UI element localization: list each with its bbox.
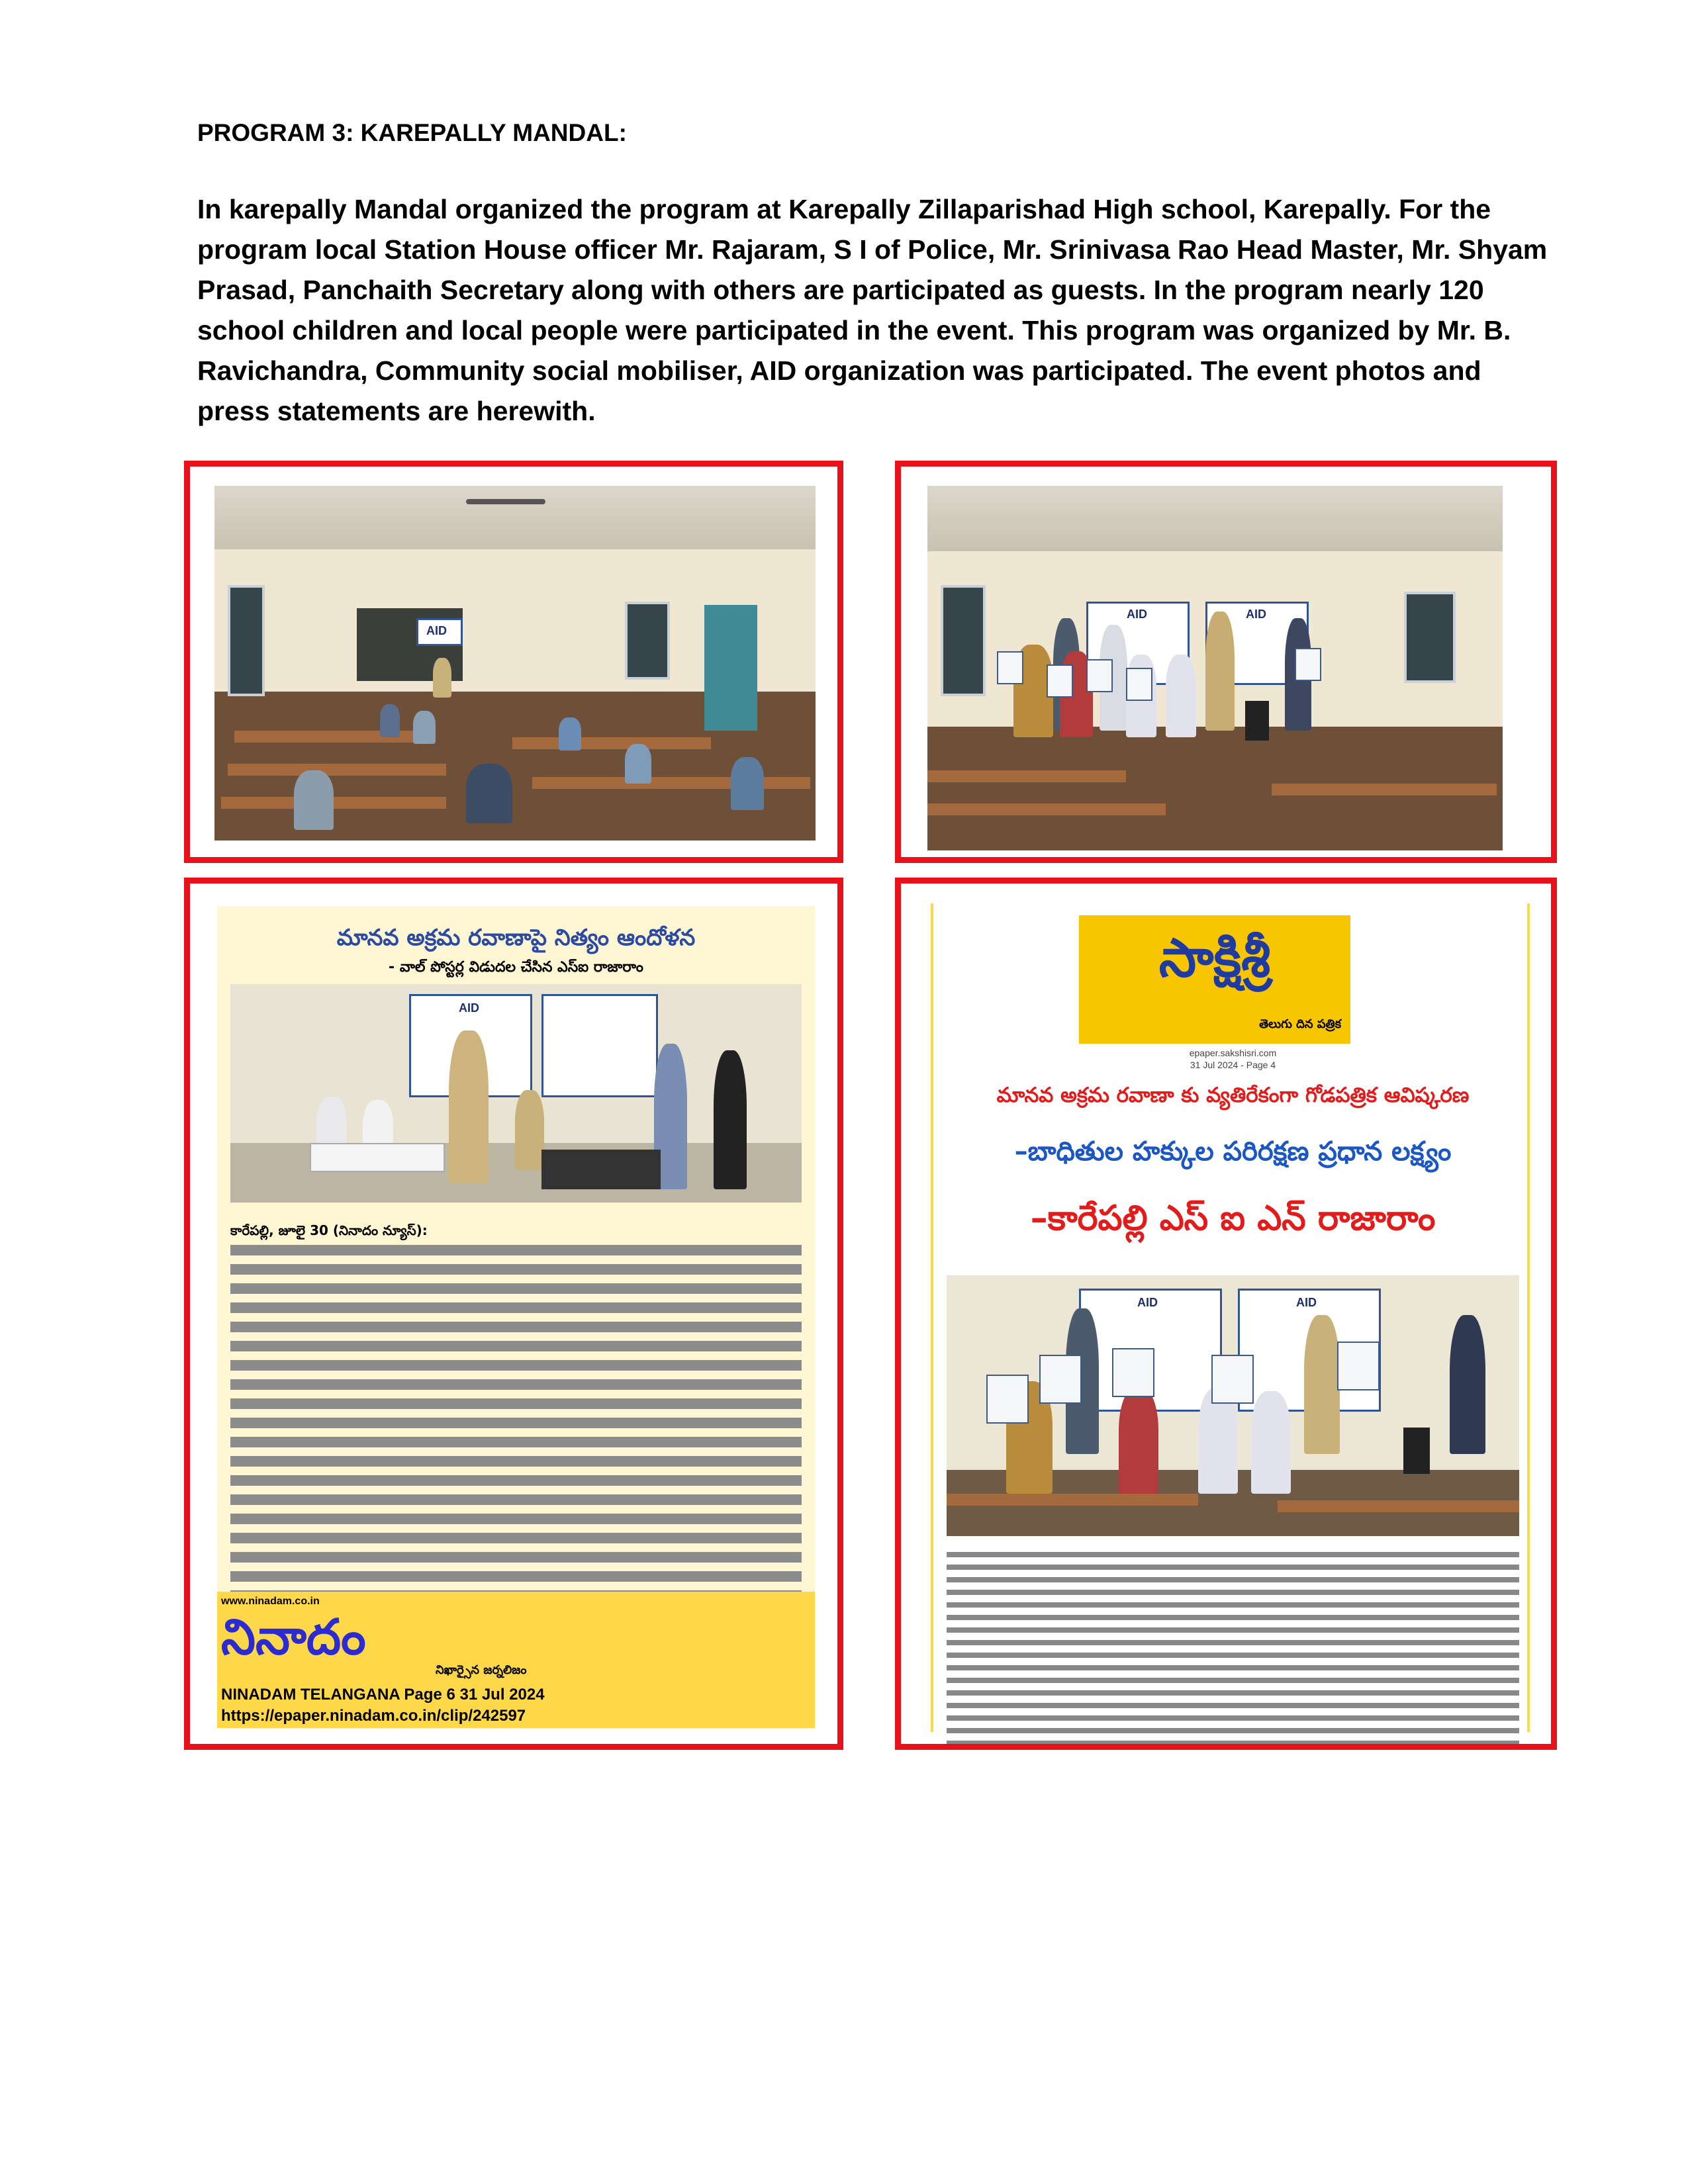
held-poster bbox=[1047, 664, 1073, 698]
photo-frame-1 bbox=[184, 461, 843, 863]
classroom-photo-1 bbox=[214, 486, 816, 841]
held-poster bbox=[1086, 659, 1113, 692]
table bbox=[310, 1143, 445, 1172]
student bbox=[294, 770, 334, 830]
ninadam-clip-url: https://epaper.ninadam.co.in/clip/242597 bbox=[221, 1707, 526, 1725]
sakshi-photo bbox=[947, 1275, 1519, 1536]
student bbox=[380, 704, 400, 737]
held-poster bbox=[1211, 1355, 1254, 1404]
window-right bbox=[625, 602, 670, 680]
press-clipping-sakshi-frame bbox=[895, 878, 1557, 1750]
sakshi-clipping bbox=[931, 903, 1530, 1732]
guest bbox=[1450, 1315, 1485, 1454]
door bbox=[704, 605, 757, 731]
photo-banner-left-text: AID bbox=[1137, 1296, 1158, 1309]
photo-banner-text: AID bbox=[459, 1001, 479, 1015]
ninadam-dateline: కారేపల్లి, జూలై 30 (నినాదం న్యూస్): bbox=[230, 1222, 428, 1238]
speaker-box bbox=[1403, 1428, 1430, 1474]
ninadam-headline: మానవ అక్రమ రవాణాపై నిత్యం ఆందోళన bbox=[336, 925, 696, 951]
chairs bbox=[541, 1150, 661, 1189]
sakshi-logo: సాక్షిశ్రీ bbox=[1158, 927, 1271, 989]
photo-banner-2 bbox=[541, 994, 658, 1097]
officer bbox=[1205, 612, 1235, 731]
held-poster bbox=[986, 1375, 1029, 1424]
ninadam-edition: NINADAM TELANGANA Page 6 31 Jul 2024 bbox=[221, 1686, 545, 1704]
officer bbox=[1304, 1315, 1340, 1454]
window-left bbox=[941, 585, 986, 696]
ninadam-url-small: www.ninadam.co.in bbox=[221, 1596, 320, 1607]
ceiling bbox=[214, 486, 816, 549]
student bbox=[731, 757, 764, 810]
photo-banner-right-text: AID bbox=[1296, 1296, 1317, 1309]
sakshi-tagline: తెలుగు దిన పత్రిక bbox=[1259, 1017, 1341, 1031]
student bbox=[466, 764, 512, 823]
window-left bbox=[228, 585, 265, 696]
sakshi-epaper: epaper.sakshisri.com bbox=[1189, 1048, 1277, 1058]
wall-banner-right-text: AID bbox=[1246, 608, 1266, 621]
desk-row bbox=[927, 803, 1166, 815]
press-clipping-ninadam-frame bbox=[184, 878, 843, 1750]
page-heading: PROGRAM 3: KAREPALLY MANDAL: bbox=[197, 119, 627, 146]
desk-row bbox=[532, 777, 810, 789]
ninadam-subheadline: - వాల్ పోస్టర్ల విడుదల చేసిన ఎస్ఐ రాజారాం bbox=[389, 959, 643, 976]
wall-banner-left-text: AID bbox=[1127, 608, 1147, 621]
guest bbox=[714, 1050, 747, 1189]
student bbox=[1166, 655, 1196, 737]
student bbox=[1198, 1388, 1238, 1494]
held-poster bbox=[1039, 1355, 1082, 1404]
sakshi-article-body bbox=[947, 1552, 1519, 1750]
held-poster bbox=[1295, 648, 1321, 681]
held-poster bbox=[997, 651, 1023, 684]
poster-release-photo bbox=[927, 486, 1503, 850]
ninadam-article-body bbox=[230, 1245, 802, 1629]
speaker bbox=[433, 658, 451, 698]
student bbox=[625, 744, 651, 784]
ceiling-fan-icon bbox=[466, 499, 545, 504]
speaker-box bbox=[1245, 701, 1269, 741]
desk-row bbox=[228, 764, 446, 776]
desk-row bbox=[947, 1494, 1198, 1506]
student bbox=[1119, 1388, 1158, 1494]
desk-row bbox=[927, 770, 1126, 782]
held-poster bbox=[1126, 668, 1152, 701]
held-poster bbox=[1112, 1348, 1154, 1397]
desk-row bbox=[512, 737, 711, 749]
sakshi-headline-3: –కారేపల్లి ఎస్ ఐ ఎన్ రాజారాం bbox=[1030, 1199, 1436, 1238]
officer bbox=[515, 1090, 544, 1169]
held-poster bbox=[1337, 1342, 1380, 1390]
sakshi-masthead bbox=[1079, 915, 1350, 1044]
desk-row bbox=[1272, 784, 1497, 796]
ninadam-photo bbox=[230, 984, 802, 1203]
body-paragraph: In karepally Mandal organized the program at Karepally Zillaparishad High school, Karepally. For the program local Station House officer Mr. Rajaram, S I of Police, Mr. Srinivasa Rao Head Master, Mr. Shyam Prasad, Panchaith Secretary along with others are participated as guests. In the program nearly 120 school children and local people were participated in the event. This program was organized by Mr. B. Ravichandra, Community social mobiliser, AID organization was participated. The event photos and press statements are herewith. bbox=[197, 194, 1548, 426]
wall-sign-text: AID bbox=[426, 624, 447, 637]
speaker bbox=[449, 1030, 489, 1183]
student bbox=[559, 717, 581, 751]
ninadam-tagline: నిఖార్సైన జర్నలిజం bbox=[436, 1663, 527, 1677]
student bbox=[413, 711, 436, 744]
wall-sign bbox=[416, 618, 463, 646]
ninadam-logo: నినాదం bbox=[221, 1609, 366, 1666]
window-right bbox=[1404, 592, 1456, 683]
ceiling bbox=[927, 486, 1503, 551]
ninadam-masthead bbox=[217, 1592, 815, 1728]
photo-frame-2 bbox=[895, 461, 1557, 863]
sakshi-headline-2: –బాధితుల హక్కుల పరిరక్షణ ప్రధాన లక్ష్యం bbox=[1014, 1136, 1452, 1167]
ninadam-clipping bbox=[217, 906, 815, 1728]
desk-row bbox=[234, 731, 433, 743]
sakshi-headline-1: మానవ అక్రమ రవాణా కు వ్యతిరేకంగా గోడపత్రిక ఆవిష్కరణ bbox=[996, 1083, 1470, 1107]
desk-row bbox=[221, 797, 446, 809]
sakshi-page: 31 Jul 2024 - Page 4 bbox=[1190, 1060, 1276, 1070]
student bbox=[1251, 1391, 1291, 1494]
desk-row bbox=[1278, 1500, 1519, 1512]
